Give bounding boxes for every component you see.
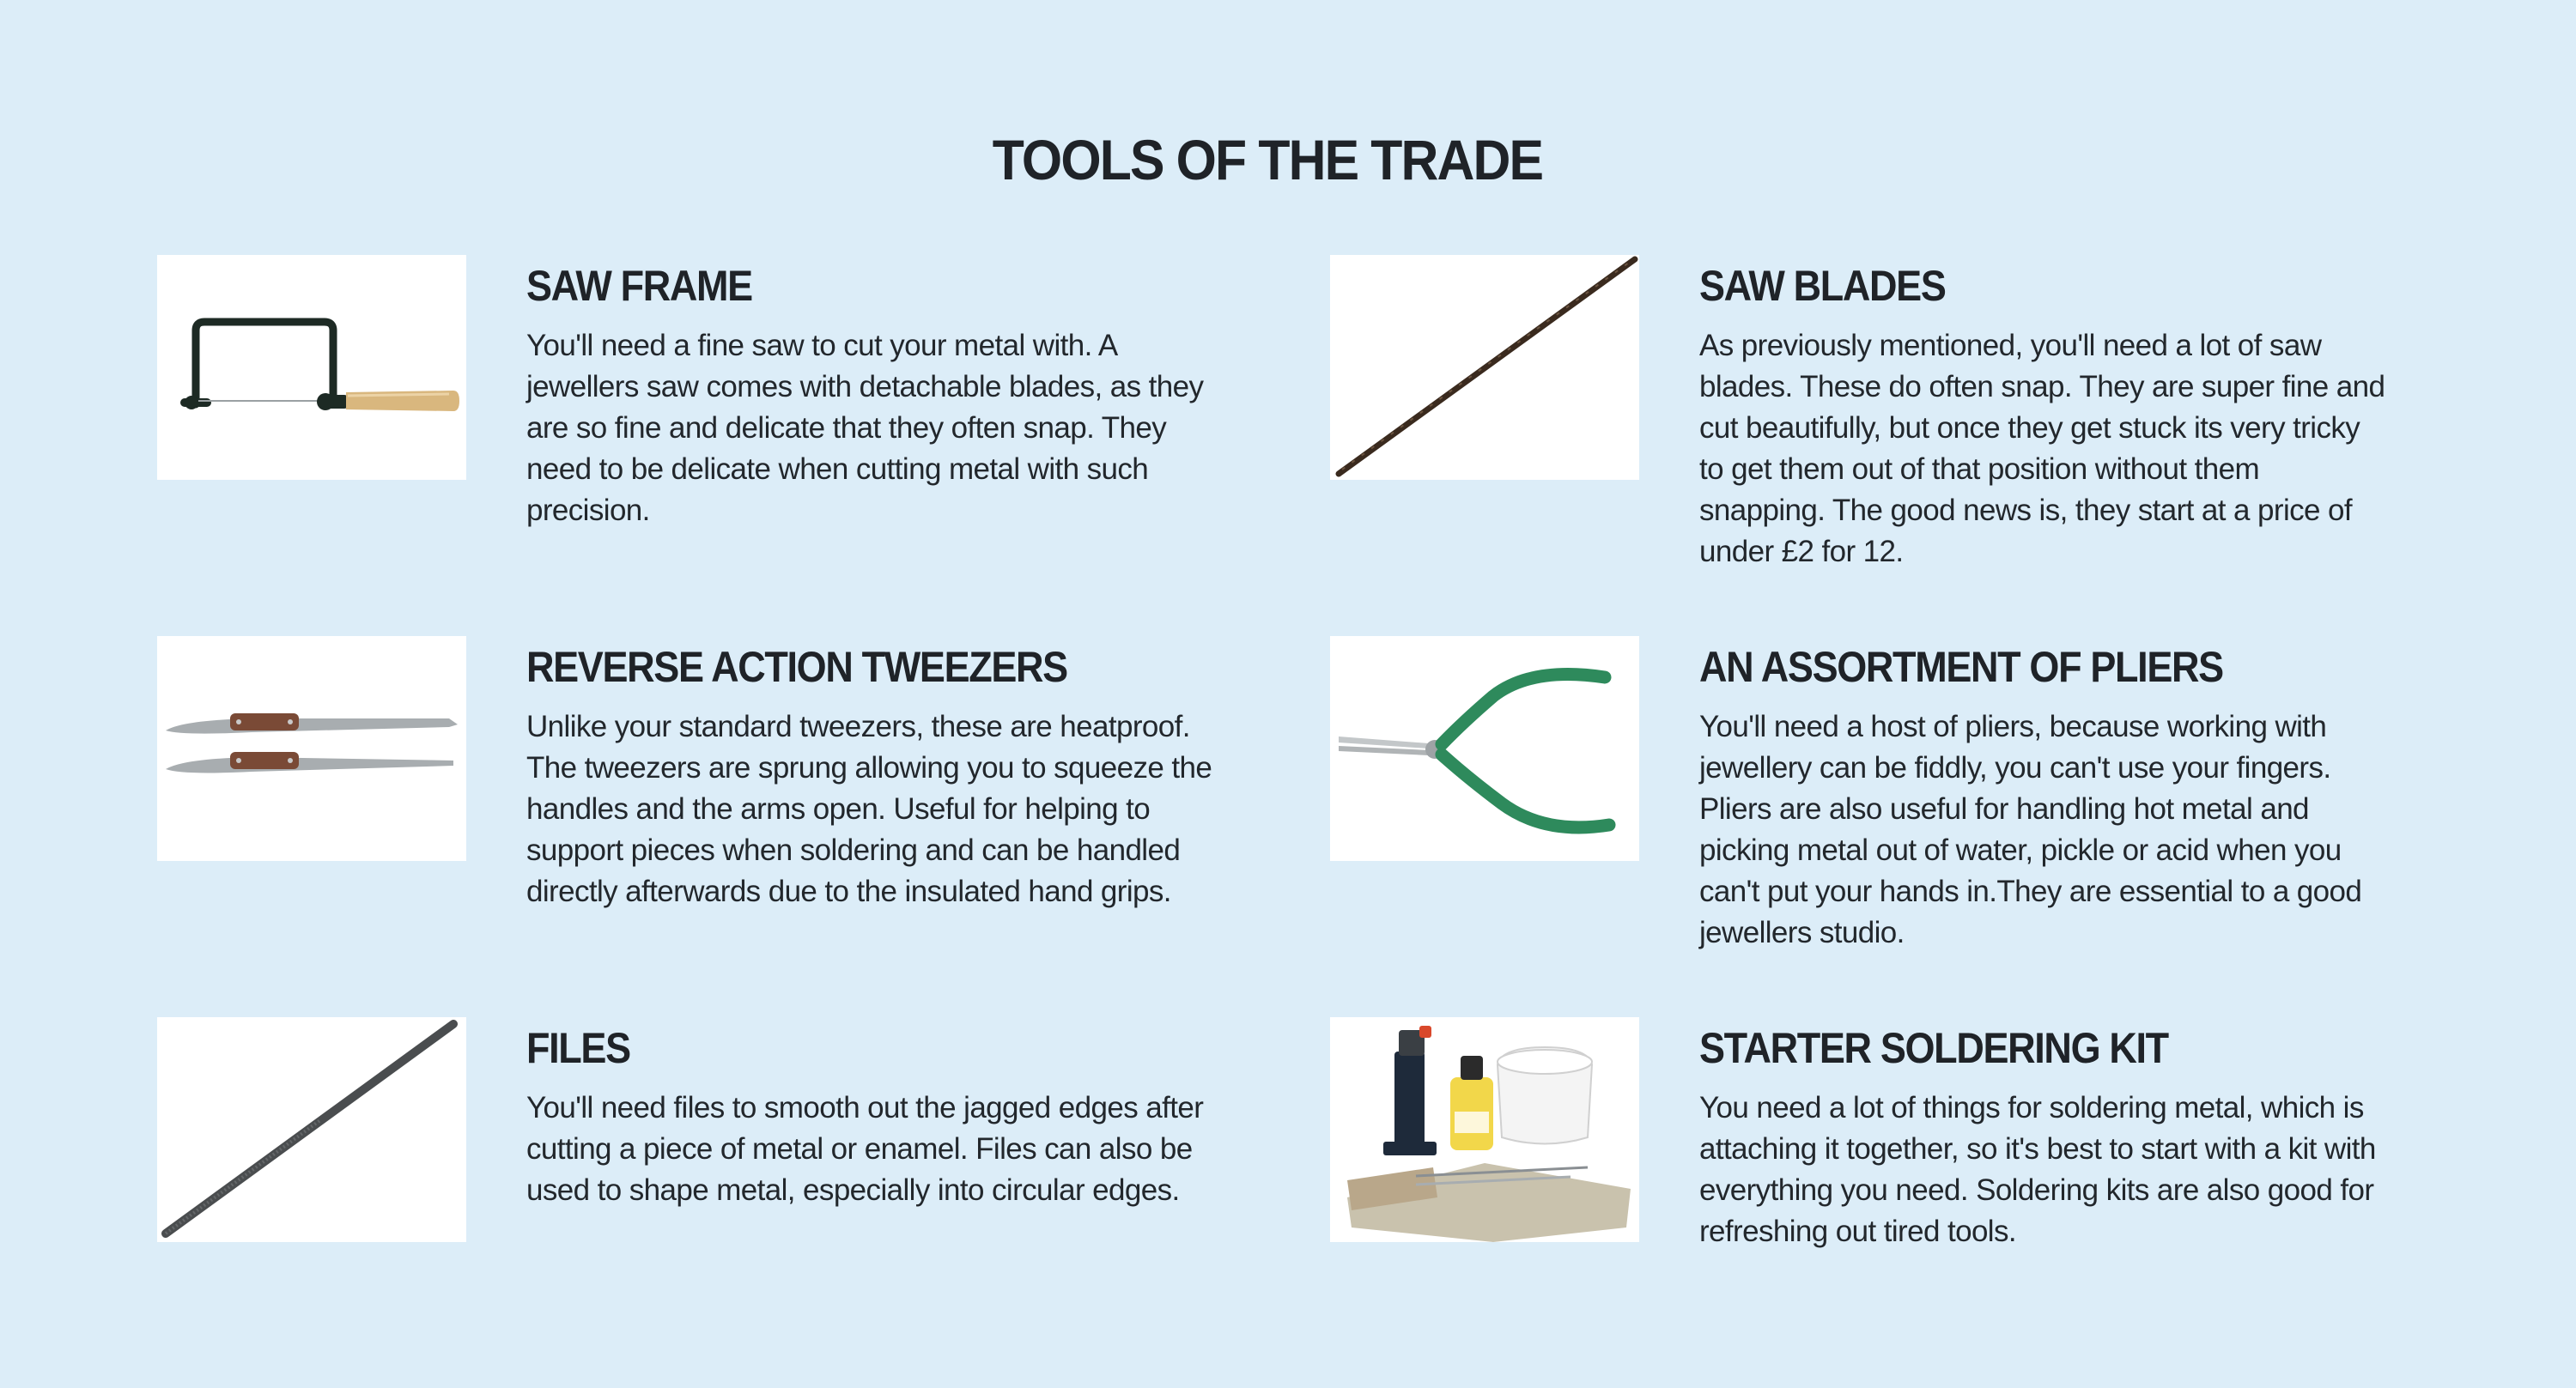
tool-title: STARTER SOLDERING KIT [1699, 1024, 2168, 1072]
tool-card-saw-blades [1330, 255, 2446, 598]
tool-description: As previously mentioned, you'll need a lot of saw blades. These do often snap. They are super fine and cut beautifully, but once they get stuck its very tricky to get them out of that position without them snapping. The good news is, they start at a price of under £2 for 12. [1699, 329, 2385, 568]
saw-blade-image [1330, 255, 1639, 480]
soldering-kit-image [1330, 1017, 1639, 1242]
tool-description: You'll need a fine saw to cut your metal with. A jewellers saw comes with detachable blades, as they are so fine and delicate that they often snap. They need to be delicate when cutting metal with such precision. [526, 329, 1204, 527]
tool-description: You'll need files to smooth out the jagged edges after cutting a piece of metal or enamel. Files can also be used to shape metal, especially into circular edges. [526, 1091, 1204, 1207]
tool-card-files [157, 1017, 1273, 1361]
tool-description: Unlike your standard tweezers, these are heatproof. The tweezers are sprung allowing you to squeeze the handles and the arms open. Useful for helping to support pieces when soldering and can be handled directly afterwards due to the insulated hand grips. [526, 710, 1212, 908]
tool-card-pliers [1330, 636, 2446, 979]
tool-title: FILES [526, 1024, 630, 1072]
tool-title: SAW FRAME [526, 262, 752, 310]
tool-description: You need a lot of things for soldering metal, which is attaching it together, so it's best to start with a kit with everything you need. Soldering kits are also good for refreshing out tired tools. [1699, 1091, 2376, 1248]
tool-description: You'll need a host of pliers, because working with jewellery can be fiddly, you can't use your fingers. Pliers are also useful for handling hot metal and picking metal out of water, pickle or acid when you can't put your hands in.They are essential to a good jewellers studio. [1699, 710, 2362, 949]
saw-frame-image [157, 255, 466, 480]
tool-title: SAW BLADES [1699, 262, 1946, 310]
file-tool-image [157, 1017, 466, 1242]
tool-card-saw-frame [157, 255, 1273, 598]
tool-card-soldering-kit [1330, 1017, 2446, 1361]
tool-card-tweezers [157, 636, 1273, 979]
pliers-image [1330, 636, 1639, 861]
section-title: TOOLS OF THE TRADE [992, 128, 1543, 191]
tool-title: AN ASSORTMENT OF PLIERS [1699, 643, 2223, 691]
tool-title: REVERSE ACTION TWEEZERS [526, 643, 1067, 691]
tweezers-image [157, 636, 466, 861]
